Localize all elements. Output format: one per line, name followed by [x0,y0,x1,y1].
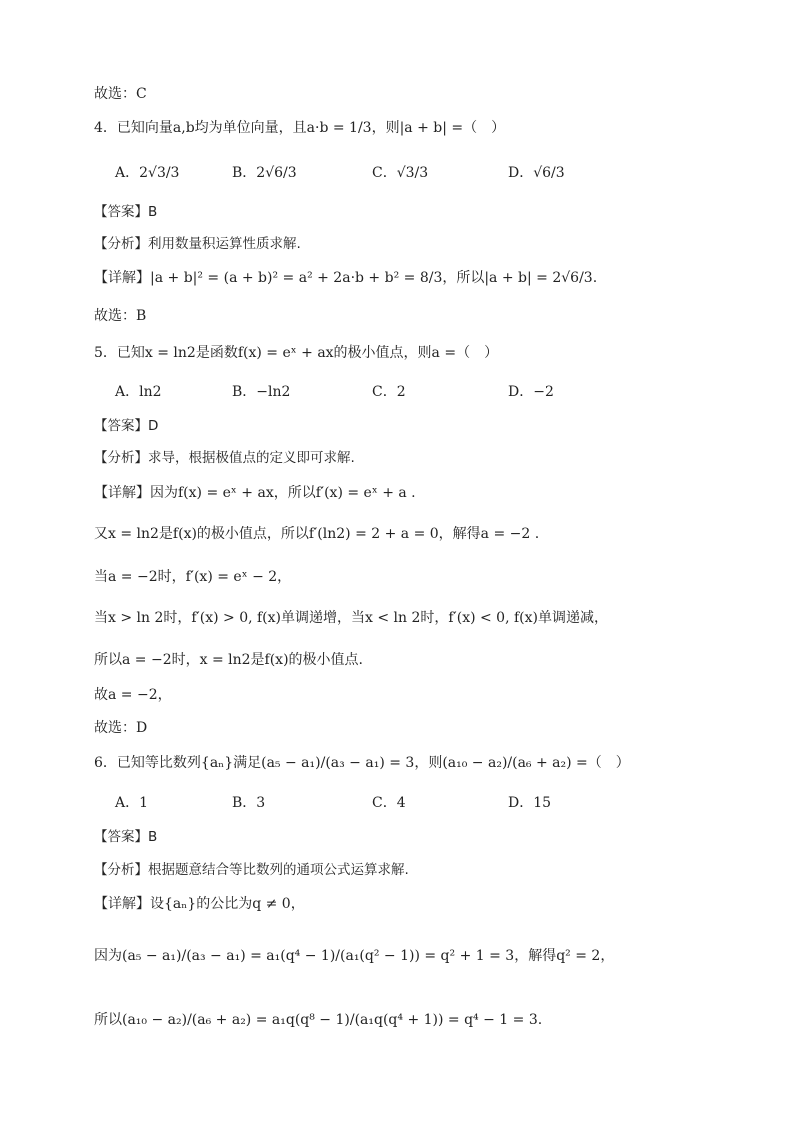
q5-detail-1: 【详解】因为f(x) = eˣ + ax，所以f′(x) = eˣ + a . [94,485,416,501]
q5-option-d: D．−2 [508,384,554,400]
q4-analysis: 【分析】利用数量积运算性质求解. [94,236,301,252]
q5-detail-6: 故a = −2， [94,687,172,703]
q6-option-b: B．3 [232,795,266,811]
q5-detail-5: 所以a = −2时，x = ln2是f(x)的极小值点. [94,652,363,668]
q5-option-a: A．ln2 [115,384,162,400]
question-6: 6．已知等比数列{aₙ}满足(a₅ − a₁)/(a₃ − a₁) = 3，则(a₁₀ − a₂)/(a₆ + a₂) =（ ） [94,755,630,771]
q5-detail-3: 当a = −2时，f′(x) = eˣ − 2， [94,569,292,585]
q5-choose: 故选：D [94,720,148,736]
q4-detail: 【详解】|a + b|² = (a + b)² = a² + 2a·b + b² = 8/3，所以|a + b| = 2√6/3. [94,270,598,286]
q6-answer: 【答案】B [94,829,158,845]
q6-option-a: A．1 [115,795,149,811]
answer-choice-c: 故选：C [94,86,147,102]
question-5: 5．已知x = ln2是函数f(x) = eˣ + ax的极小值点，则a =（ ） [94,345,499,361]
q6-detail-2: 因为(a₅ − a₁)/(a₃ − a₁) = a₁(q⁴ − 1)/(a₁(q² − 1)) = q² + 1 = 3，解得q² = 2， [94,948,615,964]
q4-option-d: D．√6/3 [508,165,565,181]
q4-answer: 【答案】B [94,204,158,220]
q4-choose: 故选：B [94,308,147,324]
q4-option-c: C．√3/3 [372,165,429,181]
q5-option-b: B．−ln2 [232,384,291,400]
q6-detail-3: 所以(a₁₀ − a₂)/(a₆ + a₂) = a₁q(q⁸ − 1)/(a₁q(q⁴ + 1)) = q⁴ − 1 = 3. [94,1012,543,1028]
q4-option-b: B．2√6/3 [232,165,297,181]
q5-option-c: C．2 [372,384,406,400]
question-4: 4．已知向量a,b均为单位向量，且a·b = 1/3，则|a + b| =（ ） [94,120,506,136]
q5-detail-4: 当x > ln 2时，f′(x) > 0, f(x)单调递增，当x < ln 2时，f′(x) < 0, f(x)单调递减， [94,610,608,626]
q4-option-a: A．2√3/3 [115,165,180,181]
q6-analysis: 【分析】根据题意结合等比数列的通项公式运算求解. [94,862,409,878]
q6-option-d: D．15 [508,795,552,811]
q5-answer: 【答案】D [94,418,159,434]
q5-analysis: 【分析】求导，根据极值点的定义即可求解. [94,450,355,466]
q6-option-c: C．4 [372,795,406,811]
q5-detail-2: 又x = ln2是f(x)的极小值点，所以f′(ln2) = 2 + a = 0，解得a = −2 . [94,526,540,542]
q6-detail-1: 【详解】设{aₙ}的公比为q ≠ 0， [94,896,305,912]
